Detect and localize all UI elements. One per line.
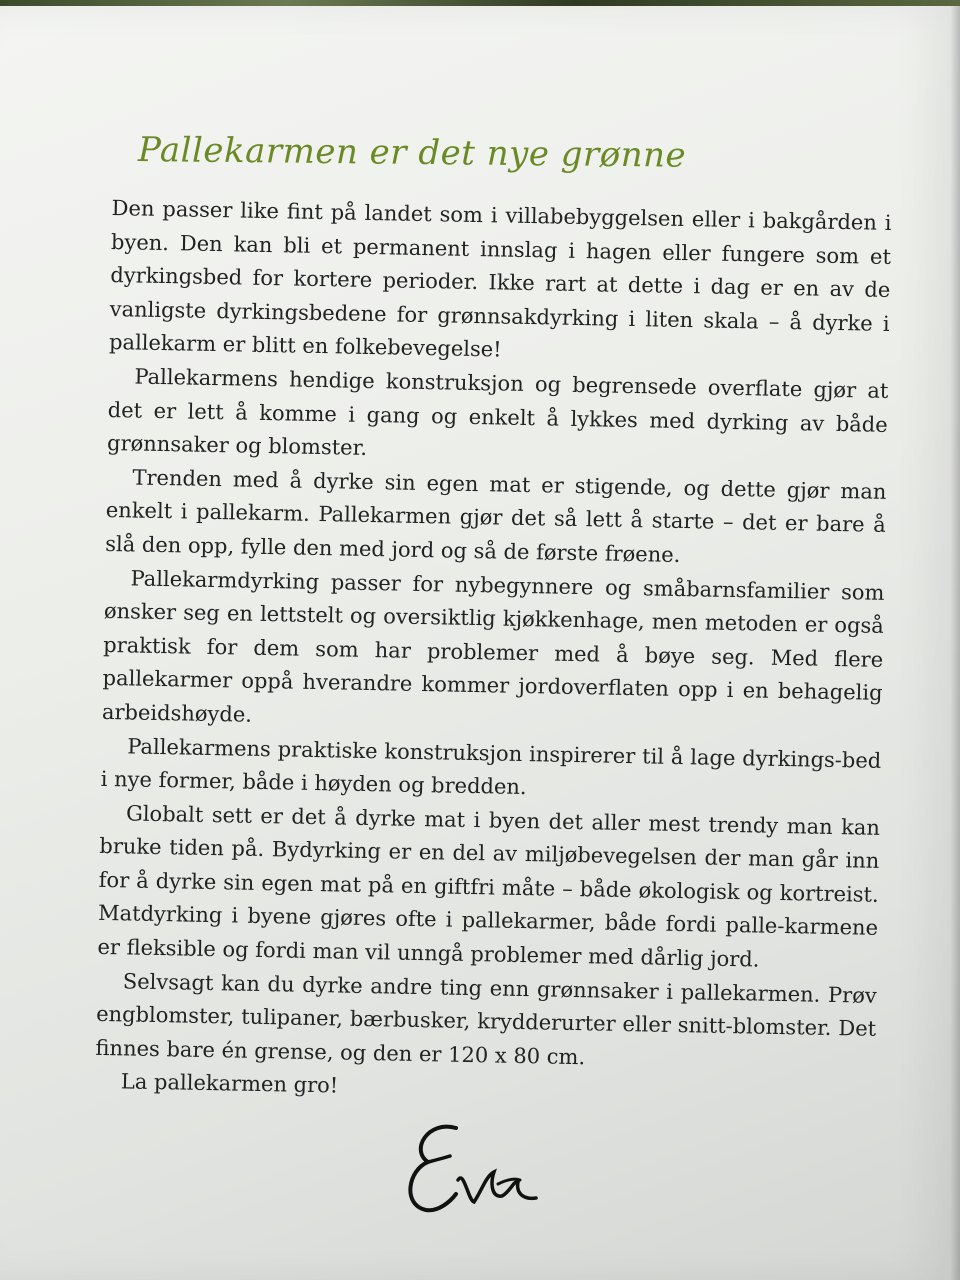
paragraph-1: Den passer like fint på landet som i villabebyggelsen eller i bakgården i byen. Den kan bli et permanent innslag i hagen eller fungere som et dyrkingsbed for kortere perioder. Ikke rart at dette i dag er en av de vanligste dyrkingsbedene for grønnsakdyrking i liten skala – å dyrke i pallekarm er blitt en folkebevegelse!	[108, 195, 892, 362]
page-edge-shadow	[950, 6, 960, 1280]
body-text	[95, 192, 892, 1114]
paragraph-5: Pallekarmens praktiske konstruksjon inspirerer til å lage dyrkings-bed i nye former, både i høyden og bredden.	[100, 733, 882, 800]
paragraph-2: Pallekarmens hendige konstruksjon og begrensede overflate gjør at det er lett å komme i gang og enkelt å lykkes med dyrking av både grønnsaker og blomster.	[106, 364, 889, 461]
paragraph-4: Pallekarmdyrking passer for nybegynnere og småbarnsfamilier som ønsker seg en lettstelt og oversiktlig kjøkkenhage, men metoden er også praktisk for dem som har problemer med å bøye seg. Med flere pallekarmer oppå hverandre kommer jordoverflaten opp i en behagelig arbeidshøyde.	[101, 565, 885, 727]
paragraph-7: Selvsagt kan du dyrke andre ting enn grønnsaker i pallekarmen. Prøv engblomster, tulipaner, bærbusker, krydderurter eller snitt-blomster. Det finnes bare én grense, og den er 120 x 80 cm.	[95, 969, 877, 1070]
page-title: Pallekarmen er det nye grønne	[137, 130, 687, 176]
handwritten-signature	[398, 1110, 558, 1230]
paragraph-3: Trenden med å dyrke sin egen mat er stigende, og dette gjør man enkelt i pallekarm. Pallekarmen gjør det så lett å starte – det er bare å slå den opp, fylle den med jord og så de første frøene.	[105, 465, 887, 567]
paragraph-6: Globalt sett er det å dyrke mat i byen det aller mest trendy man kan bruke tiden på. Bydyrking er en del av miljøbevegelsen der man går inn for å dyrke sin egen mat på en giftfri måte – både økologisk og kortreist. Matdyrking i byene gjøres ofte i pallekarmer, både fordi palle-karmene er fleksible og fordi man vil unngå problemer med dårlig jord.	[97, 801, 881, 972]
closing-line: La pallekarmen gro!	[120, 1069, 339, 1098]
